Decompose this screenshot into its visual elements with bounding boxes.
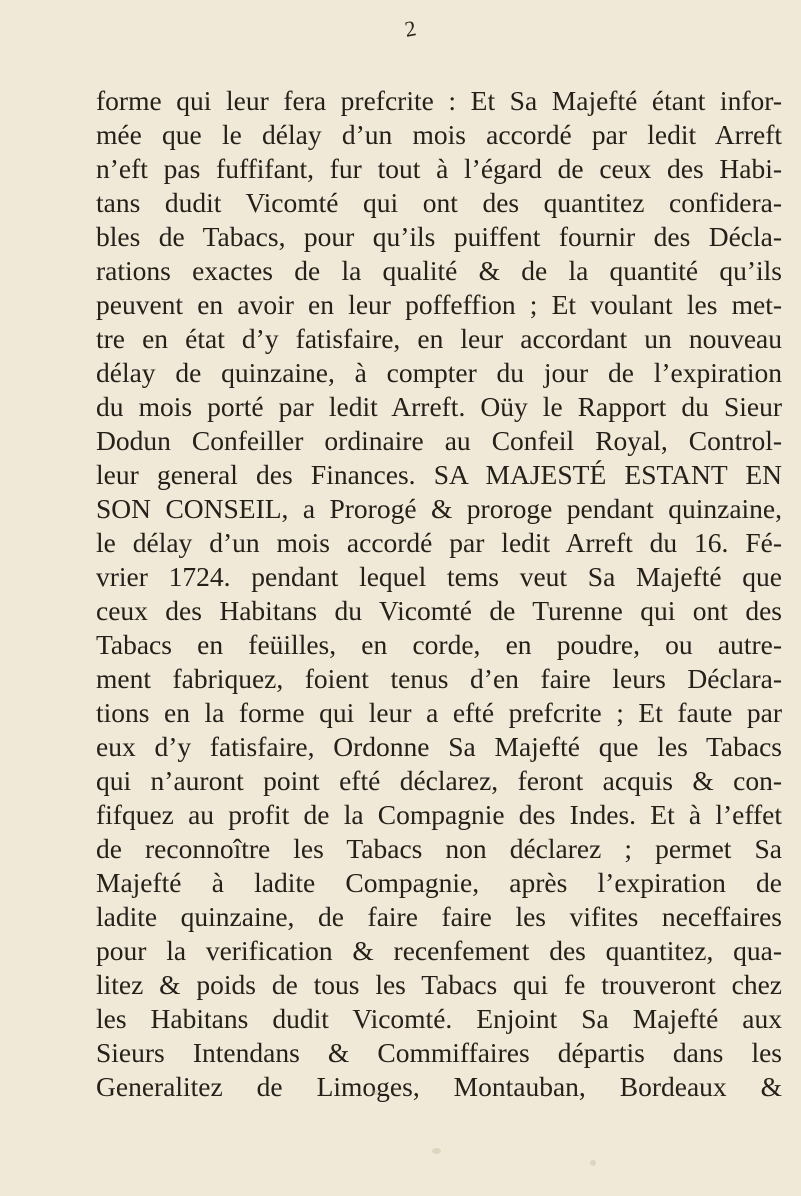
text-line: SON CONSEIL, a Prorogé & proroge pendant quinzaine, bbox=[96, 493, 782, 524]
text-line: de reconnoître les Tabacs non déclarez ; permet Sa bbox=[96, 833, 782, 864]
text-line: rations exactes de la qualité & de la quantité qu’ils bbox=[96, 255, 782, 286]
paper-spot bbox=[372, 1090, 379, 1095]
text-line: forme qui leur fera prefcrite : Et Sa Majefté étant infor- bbox=[96, 85, 782, 116]
text-line: vrier 1724. pendant lequel tems veut Sa Majefté que bbox=[96, 561, 782, 592]
paper-spot bbox=[590, 1160, 596, 1166]
text-line: Tabacs en feüilles, en corde, en poudre, ou autre- bbox=[96, 629, 782, 660]
page-number: 2 bbox=[402, 15, 419, 42]
text-line: qui n’auront point efté déclarez, feront acquis & con- bbox=[96, 765, 782, 796]
text-line: le délay d’un mois accordé par ledit Arreft du 16. Fé- bbox=[96, 527, 782, 558]
text-line: eux d’y fatisfaire, Ordonne Sa Majefté que les Tabacs bbox=[96, 731, 782, 762]
text-line: ladite quinzaine, de faire faire les vifites neceffaires bbox=[96, 901, 782, 932]
text-line: n’eft pas fuffifant, fur tout à l’égard de ceux des Habi- bbox=[96, 153, 782, 184]
text-line: ment fabriquez, foient tenus d’en faire leurs Déclara- bbox=[96, 663, 782, 694]
text-line: litez & poids de tous les Tabacs qui fe trouveront chez bbox=[96, 969, 782, 1000]
text-line: tre en état d’y fatisfaire, en leur accordant un nouveau bbox=[96, 323, 782, 354]
paper-spot bbox=[432, 1148, 441, 1154]
text-line: Sieurs Intendans & Commiffaires départis dans les bbox=[96, 1037, 782, 1068]
text-line: leur general des Finances. SA MAJESTÉ ESTANT EN bbox=[96, 459, 782, 490]
text-line: bles de Tabacs, pour qu’ils puiffent fournir des Décla- bbox=[96, 221, 782, 252]
text-line: mée que le délay d’un mois accordé par ledit Arreft bbox=[96, 119, 782, 150]
text-line: tans dudit Vicomté qui ont des quantitez confidera- bbox=[96, 187, 782, 218]
text-line: fifquez au profit de la Compagnie des Indes. Et à l’effet bbox=[96, 799, 782, 830]
text-line: Majefté à ladite Compagnie, après l’expiration de bbox=[96, 867, 782, 898]
text-line: tions en la forme qui leur a efté prefcrite ; Et faute par bbox=[96, 697, 782, 728]
text-line: Dodun Confeiller ordinaire au Confeil Royal, Control- bbox=[96, 425, 782, 456]
text-line: ceux des Habitans du Vicomté de Turenne qui ont des bbox=[96, 595, 782, 626]
text-line: pour la verification & recenfement des quantitez, qua- bbox=[96, 935, 782, 966]
text-line: peuvent en avoir en leur poffeffion ; Et voulant les met- bbox=[96, 289, 782, 320]
text-line: délay de quinzaine, à compter du jour de l’expiration bbox=[96, 357, 782, 388]
text-line: du mois porté par ledit Arreft. Oüy le Rapport du Sieur bbox=[96, 391, 782, 422]
text-line: les Habitans dudit Vicomté. Enjoint Sa Majefté aux bbox=[96, 1003, 782, 1034]
text-line: Generalitez de Limoges, Montauban, Bordeaux & bbox=[96, 1071, 782, 1102]
